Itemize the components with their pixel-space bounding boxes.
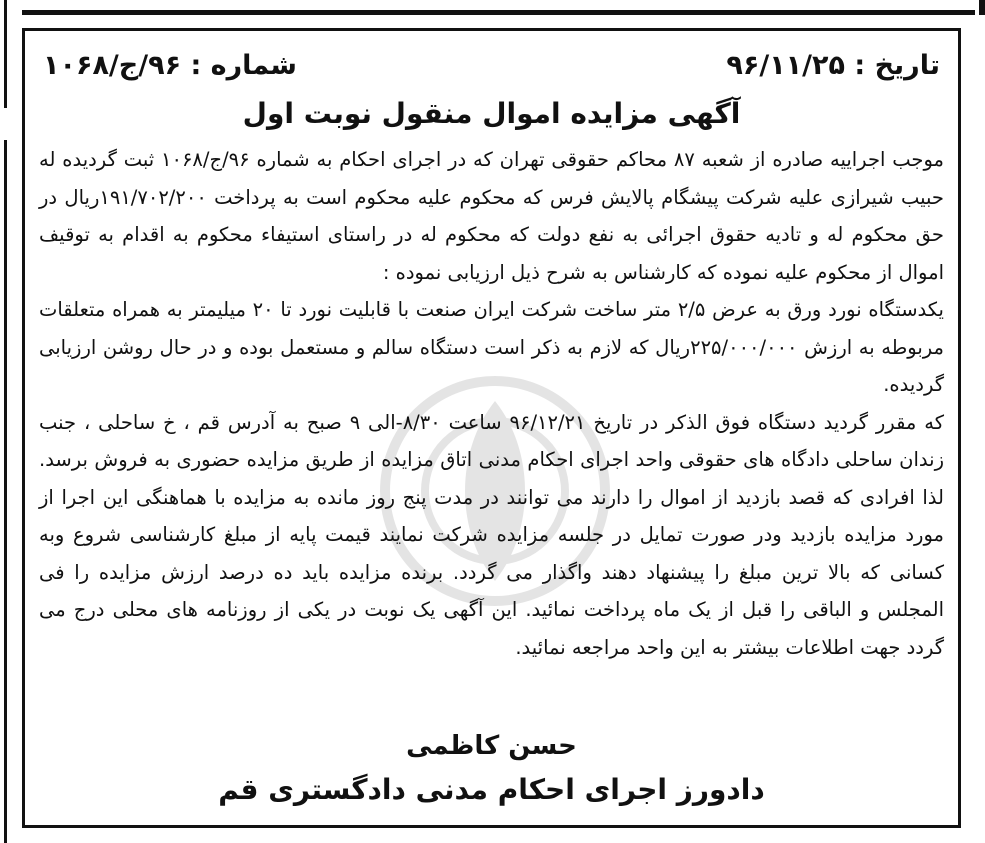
notice-date: تاریخ : ۹۶/۱۱/۲۵	[726, 49, 940, 81]
corner-mark	[979, 0, 985, 15]
notice-number: شماره : ۹۶/ج/۱۰۶۸	[43, 49, 297, 81]
signatory-role: دادورز اجرای احکام مدنی دادگستری قم	[218, 773, 765, 806]
notice-body	[39, 141, 944, 666]
paragraph-judgment: موجب اجراییه صادره از شعبه ۸۷ محاکم حقوقی تهران که در اجرای احکام به شماره ۹۶/ج/۱۰۶۸ ثبت گردیده له حبیب شیرازی علیه شرکت پیشگام پالایش فرس که محکوم علیه محکوم است به پرداخت ۱۹۱/۷۰۲/۲۰۰ریال در حق محکوم له و تادیه حقوق اجرائی به نفع دولت که محکوم له در راستای استیفاء محکوم به اقدام به توقیف اموال از محکوم علیه نموده که کارشناس به شرح ذیل ارزیابی نموده :	[39, 148, 944, 284]
header-row	[43, 43, 940, 87]
notice-frame	[22, 28, 961, 828]
paragraph-auction: که مقرر گردید دستگاه فوق الذکر در تاریخ ۹۶/۱۲/۲۱ ساعت ۸/۳۰-الی ۹ صبح به آدرس قم ، خ ساحلی ، جنب زندان ساحلی دادگاه های حقوقی واحد اجرای احکام مدنی اتاق مزایده از طریق مزایده حضوری به فروش برسد. لذا افرادی که قصد بازدید از اموال را دارند می توانند در مدت پنج روز مانده به مزایده با هماهنگی این اجرا از مورد مزایده بازدید ودر صورت تمایل در جلسه مزایده شرکت نمایند قیمت پایه از مبلغ کارشناسی شروع وبه کسانی که بالا ترین مبلغ را پیشنهاد دهند واگذار می گردد. برنده مزایده باید ده درصد ارزش مزایده را فی المجلس و الباقی را قبل از یک ماه پرداخت نمائید. این آگهی یک نوبت در یکی از روزنامه های محلی درج می گردد جهت اطلاعات بیشتر به این واحد مراجعه نمائید.	[39, 410, 944, 659]
signatory-name: حسن کاظمی	[406, 731, 577, 761]
margin-line-upper	[4, 0, 7, 108]
margin-line-lower	[4, 140, 7, 843]
notice-title: آگهی مزایده اموال منقول نوبت اول	[242, 97, 741, 130]
top-rule	[22, 10, 975, 15]
paragraph-item: یکدستگاه نورد ورق به عرض ۲/۵ متر ساخت شرکت ایران صنعت با قابلیت نورد تا ۲۰ میلیمتر به همراه متعلقات مربوطه به ارزش ۲۲۵/۰۰۰/۰۰۰ریال که لازم به ذکر است دستگاه سالم و مستعمل بوده و در حال روشن ارزیابی گردیده.	[39, 298, 944, 396]
